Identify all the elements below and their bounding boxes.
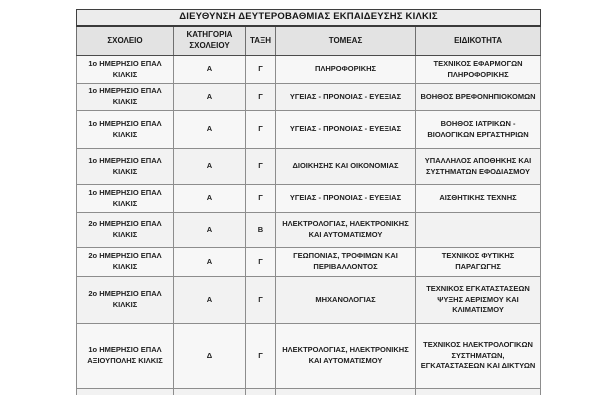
cell-sector: ΥΓΕΙΑΣ - ΠΡΟΝΟΙΑΣ - ΕΥΕΞΙΑΣ xyxy=(276,185,416,213)
cell-class xyxy=(246,389,276,396)
cell-school: 1ο ΗΜΕΡΗΣΙΟ ΕΠΑΛ ΚΙΛΚΙΣ xyxy=(77,185,174,213)
cell-sector xyxy=(276,389,416,396)
col-header-class: ΤΑΞΗ xyxy=(246,26,276,56)
cell-category: Α xyxy=(174,213,246,248)
cell-school: 1ο ΗΜΕΡΗΣΙΟ ΕΠΑΛ ΑΞΙΟΥΠΟΛΗΣ ΚΙΛΚΙΣ xyxy=(77,324,174,389)
table-row-cutoff xyxy=(77,389,541,396)
cell-class: Β xyxy=(246,213,276,248)
cell-specialty: ΤΕΧΝΙΚΟΣ ΕΦΑΡΜΟΓΩΝ ΠΛΗΡΟΦΟΡΙΚΗΣ xyxy=(416,56,541,84)
cell-school: 1ο ΗΜΕΡΗΣΙΟ ΕΠΑΛ ΚΙΛΚΙΣ xyxy=(77,111,174,149)
cell-class: Γ xyxy=(246,111,276,149)
table-row xyxy=(77,149,541,185)
table-row xyxy=(77,185,541,213)
cell-category: Α xyxy=(174,149,246,185)
table-row xyxy=(77,277,541,324)
cell-sector: ΗΛΕΚΤΡΟΛΟΓΙΑΣ, ΗΛΕΚΤΡΟΝΙΚΗΣ ΚΑΙ ΑΥΤΟΜΑΤΙΣΜΟΥ xyxy=(276,324,416,389)
cell-school: 2ο ΗΜΕΡΗΣΙΟ ΕΠΑΛ ΚΙΛΚΙΣ xyxy=(77,277,174,324)
cell-sector: ΓΕΩΠΟΝΙΑΣ, ΤΡΟΦΙΜΩΝ ΚΑΙ ΠΕΡΙΒΑΛΛΟΝΤΟΣ xyxy=(276,248,416,277)
table-row xyxy=(77,111,541,149)
cell-specialty xyxy=(416,389,541,396)
cell-specialty: ΤΕΧΝΙΚΟΣ ΦΥΤΙΚΗΣ ΠΑΡΑΓΩΓΗΣ xyxy=(416,248,541,277)
cell-school: 2ο ΗΜΕΡΗΣΙΟ ΕΠΑΛ ΚΙΛΚΙΣ xyxy=(77,213,174,248)
cell-class: Γ xyxy=(246,248,276,277)
table-row xyxy=(77,213,541,248)
col-header-school: ΣΧΟΛΕΙΟ xyxy=(77,26,174,56)
cell-category xyxy=(174,389,246,396)
cell-category: Α xyxy=(174,277,246,324)
cell-category: Α xyxy=(174,111,246,149)
cell-school xyxy=(77,389,174,396)
cell-category: Α xyxy=(174,248,246,277)
cell-school: 1ο ΗΜΕΡΗΣΙΟ ΕΠΑΛ ΚΙΛΚΙΣ xyxy=(77,149,174,185)
table-title-row xyxy=(77,10,541,26)
cell-category: Δ xyxy=(174,324,246,389)
education-directory-table xyxy=(76,9,541,395)
cell-category: Α xyxy=(174,84,246,111)
cell-sector: ΗΛΕΚΤΡΟΛΟΓΙΑΣ, ΗΛΕΚΤΡΟΝΙΚΗΣ ΚΑΙ ΑΥΤΟΜΑΤΙΣΜΟΥ xyxy=(276,213,416,248)
cell-specialty: ΒΟΗΘΟΣ ΙΑΤΡΙΚΩΝ - ΒΙΟΛΟΓΙΚΩΝ ΕΡΓΑΣΤΗΡΙΩΝ xyxy=(416,111,541,149)
cell-sector: ΥΓΕΙΑΣ - ΠΡΟΝΟΙΑΣ - ΕΥΕΞΙΑΣ xyxy=(276,111,416,149)
cell-school: 2ο ΗΜΕΡΗΣΙΟ ΕΠΑΛ ΚΙΛΚΙΣ xyxy=(77,248,174,277)
cell-school: 1ο ΗΜΕΡΗΣΙΟ ΕΠΑΛ ΚΙΛΚΙΣ xyxy=(77,84,174,111)
cell-specialty: ΑΙΣΘΗΤΙΚΗΣ ΤΕΧΝΗΣ xyxy=(416,185,541,213)
cell-class: Γ xyxy=(246,324,276,389)
cell-sector: ΜΗΧΑΝΟΛΟΓΙΑΣ xyxy=(276,277,416,324)
col-header-specialty: ΕΙΔΙΚΟΤΗΤΑ xyxy=(416,26,541,56)
col-header-category: ΚΑΤΗΓΟΡΙΑ ΣΧΟΛΕΙΟΥ xyxy=(174,26,246,56)
cell-class: Γ xyxy=(246,56,276,84)
cell-specialty: ΒΟΗΘΟΣ ΒΡΕΦΟΝΗΠΙΟΚΟΜΩΝ xyxy=(416,84,541,111)
table-row xyxy=(77,56,541,84)
table-header-row xyxy=(77,26,541,56)
table-title: ΔΙΕΥΘΥΝΣΗ ΔΕΥΤΕΡΟΒΑΘΜΙΑΣ ΕΚΠΑΙΔΕΥΣΗΣ ΚΙΛΚΙΣ xyxy=(77,10,541,26)
cell-specialty: ΤΕΧΝΙΚΟΣ ΕΓΚΑΤΑΣΤΑΣΕΩΝ ΨΥΞΗΣ ΑΕΡΙΣΜΟΥ ΚΑΙ ΚΛΙΜΑΤΙΣΜΟΥ xyxy=(416,277,541,324)
cell-specialty: ΤΕΧΝΙΚΟΣ ΗΛΕΚΤΡΟΛΟΓΙΚΩΝ ΣΥΣΤΗΜΑΤΩΝ, ΕΓΚΑΤΑΣΤΑΣΕΩΝ ΚΑΙ ΔΙΚΤΥΩΝ xyxy=(416,324,541,389)
cell-category: Α xyxy=(174,185,246,213)
cell-class: Γ xyxy=(246,277,276,324)
cell-category: Α xyxy=(174,56,246,84)
cell-sector: ΥΓΕΙΑΣ - ΠΡΟΝΟΙΑΣ - ΕΥΕΞΙΑΣ xyxy=(276,84,416,111)
cell-sector: ΠΛΗΡΟΦΟΡΙΚΗΣ xyxy=(276,56,416,84)
cell-specialty: ΥΠΑΛΛΗΛΟΣ ΑΠΟΘΗΚΗΣ ΚΑΙ ΣΥΣΤΗΜΑΤΩΝ ΕΦΟΔΙΑΣΜΟΥ xyxy=(416,149,541,185)
cell-class: Γ xyxy=(246,84,276,111)
table-row xyxy=(77,324,541,389)
col-header-sector: ΤΟΜΕΑΣ xyxy=(276,26,416,56)
cell-school: 1ο ΗΜΕΡΗΣΙΟ ΕΠΑΛ ΚΙΛΚΙΣ xyxy=(77,56,174,84)
cell-class: Γ xyxy=(246,149,276,185)
cell-class: Γ xyxy=(246,185,276,213)
epal-specialties-table xyxy=(76,9,541,395)
table-row xyxy=(77,248,541,277)
cell-sector: ΔΙΟΙΚΗΣΗΣ ΚΑΙ ΟΙΚΟΝΟΜΙΑΣ xyxy=(276,149,416,185)
cell-specialty xyxy=(416,213,541,248)
table-row xyxy=(77,84,541,111)
